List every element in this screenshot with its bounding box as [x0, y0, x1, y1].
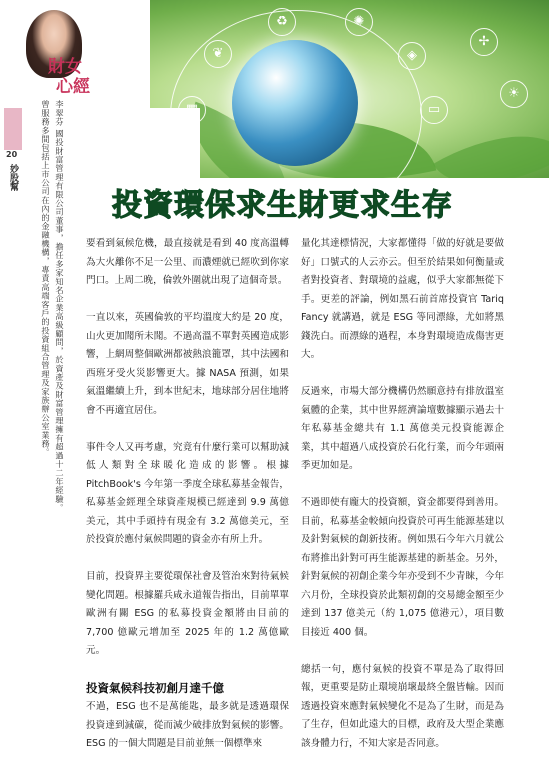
paragraph: 總括一句，應付氣候的投資不單是為了取得回報，更重要是防止環境崩壞最終全盤皆輸。因而透過投資來應對氣候變化不是為了生財，而是為了生存，但如此遠大的目標，政府及大型企業應該身體力行，不知大家是否同意。: [301, 663, 504, 749]
paragraph: 事件令人又再考慮，究竟有什麼行業可以幫助減低人類對全球暖化造成的影響。根據 PitchBook's 今年第一季度全球私募基金報告，私募基金經理全球資產規模已經達到 9.9 萬億美元，其中手頭持有現金有 3.2 萬億美元，至於投資於應付氣候問題的資金亦有所上升。: [86, 441, 289, 545]
page-tab: [4, 108, 22, 150]
paragraph: 不過即使有龐大的投資額，資金都要得到善用。目前，私募基金較傾向投資於可再生能源基建以及針對氣候的創新技術。例如黑石今年六月就公布將推出針對可再生能源基建的新基金。另外，針對氣候的初創企業今年亦受到不少青睞，今年六月份，全球投資於此類初創的交易總金額至少達到 137 億美元（約 1,075 億港元），項目數目接近 400 個。: [301, 497, 504, 638]
lightbulb-icon: ✺: [345, 8, 373, 36]
right-column: [301, 235, 504, 772]
water-drop-icon: ◈: [398, 42, 426, 70]
author-bio: 曾服務多間包括上市公司在內的金融機構，專責高端客戶的投資組合管理及家族辦公室業務。: [41, 100, 51, 457]
column-brand-line1: 財女: [48, 57, 82, 77]
header-background: [0, 108, 200, 178]
page-number: 20: [6, 150, 18, 159]
article-title: 投資環保求生財更求生存: [112, 188, 453, 223]
wind-turbine-icon: ✢: [470, 28, 498, 56]
recycle-icon: ♻: [268, 8, 296, 36]
sun-icon: ☀: [500, 80, 528, 108]
globe-icon: [232, 40, 358, 166]
paragraph: 要看到氣候危機，最直接就是看到 40 度高溫轉為大火離你不足一公里、而濃煙就已經吹到你家門口。上周二晚，倫敦外圍就出現了這個奇景。: [86, 238, 289, 286]
leaf-shape: [433, 104, 549, 178]
paragraph: 反過來，市場大部分機構仍然願意持有排放溫室氣體的企業，其中世界經濟論壇數據顯示過去十年私募基金總共有 1.1 萬億美元投資能源企業，其中超過八成投資於石化行業，而今年頭兩季更加如是。: [301, 386, 504, 471]
paragraph: 一直以來，英國倫敦的平均溫度大約是 20 度，山火更加聞所未聞。不過高溫不單對英國造成影響，上網周整個歐洲都被熱浪籠罩，其中法國和西班牙受火災影響更大。據 NASA 預測，如果氣溫繼續上升，到本世紀末，地球部分居住地將會不再適宜居住。: [86, 312, 289, 416]
left-column: [86, 235, 289, 772]
author-tag: 妙股幫: [8, 164, 18, 191]
column-brand-line2: 心經: [56, 77, 90, 97]
paragraph: 量化其達標情況，大家都懂得「做的好就是要做好」口號式的人云亦云。但至於結果如何衡量或者對投資者、對環境的益處，似乎大家都無從下手。更差的評論，例如黑石前首席投資官 Tariq Fancy 就講過，就是 ESG 等同漂綠，尤如將黑錢洗白。而漂綠的過程，本身對環境造成傷害更大。: [301, 238, 504, 360]
section-heading: 投資氣候科技初創月達千億: [86, 681, 224, 695]
car-icon: ▭: [420, 96, 448, 124]
author-bio: 李翠芬 國投財富管理有限公司董事，擔任多家知名企業高級顧問，於資產及財富管理擁有超過十二年經驗。: [55, 100, 65, 513]
paragraph: 目前，投資界主要從環保社會及管治來對待氣候變化問題。根據羅兵咸永道報告指出，目前單單歐洲有關 ESG 的私募投資金額將由目前的 7,700 億歐元增加至 2025 年的 1.2 萬億歐元。: [86, 571, 289, 656]
paragraph: 不過，ESG 也不是萬能匙，最多就是透過環保投資達到減碳，從而減少破排放對氣候的影響。ESG 的一個大問題是目前並無一個標準來: [86, 701, 289, 749]
leaf-icon: ❦: [204, 40, 232, 68]
